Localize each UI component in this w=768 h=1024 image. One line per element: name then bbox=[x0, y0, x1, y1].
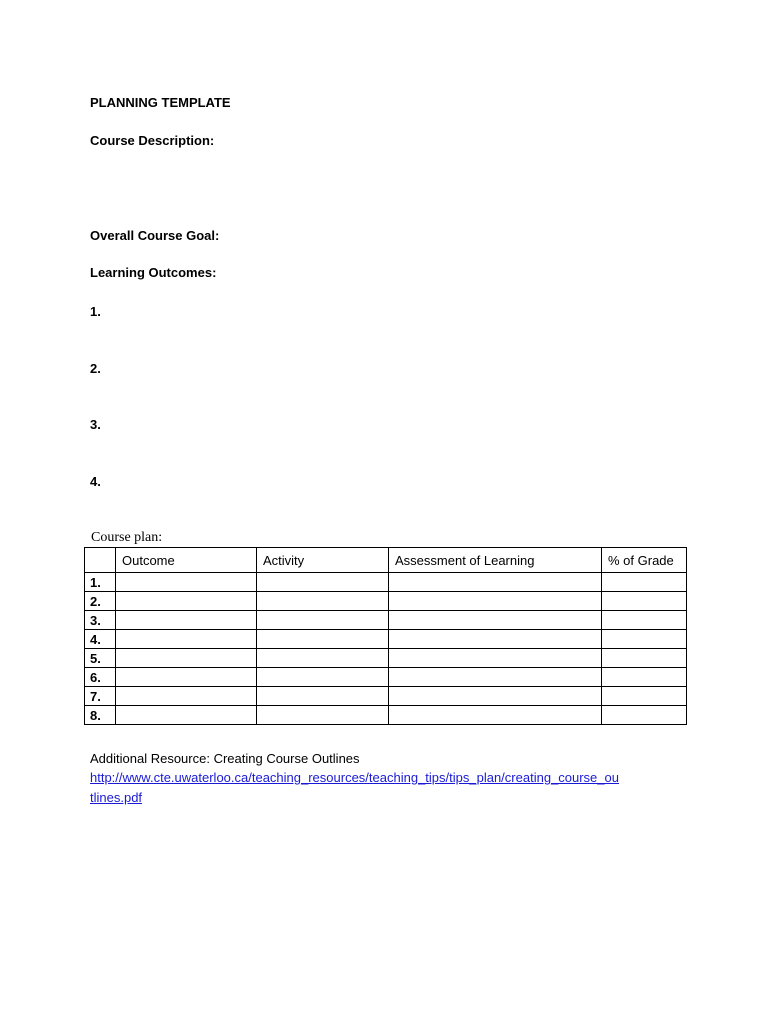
resource-link-line1[interactable]: http://www.cte.uwaterloo.ca/teaching_resources/teaching_tips/tips_plan/creating_course_ou bbox=[90, 770, 619, 785]
header-outcome: Outcome bbox=[116, 548, 257, 573]
activity-cell[interactable] bbox=[257, 630, 389, 649]
outcome-number-3: 3. bbox=[90, 417, 101, 432]
row-number: 3. bbox=[85, 611, 116, 630]
outcome-number-1: 1. bbox=[90, 304, 101, 319]
outcome-cell[interactable] bbox=[116, 611, 257, 630]
grade-cell[interactable] bbox=[602, 611, 687, 630]
header-index bbox=[85, 548, 116, 573]
grade-cell[interactable] bbox=[602, 573, 687, 592]
assessment-cell[interactable] bbox=[389, 630, 602, 649]
grade-cell[interactable] bbox=[602, 592, 687, 611]
grade-cell[interactable] bbox=[602, 706, 687, 725]
activity-cell[interactable] bbox=[257, 592, 389, 611]
table-row bbox=[85, 649, 687, 668]
table-row bbox=[85, 592, 687, 611]
row-number: 8. bbox=[85, 706, 116, 725]
grade-cell[interactable] bbox=[602, 630, 687, 649]
overall-course-goal-label: Overall Course Goal: bbox=[90, 228, 220, 243]
row-number: 2. bbox=[85, 592, 116, 611]
course-plan-table bbox=[84, 547, 687, 725]
course-description-label: Course Description: bbox=[90, 133, 215, 148]
outcome-cell[interactable] bbox=[116, 706, 257, 725]
row-number: 1. bbox=[85, 573, 116, 592]
outcome-cell[interactable] bbox=[116, 592, 257, 611]
resource-link-line2[interactable]: tlines.pdf bbox=[90, 790, 143, 805]
assessment-cell[interactable] bbox=[389, 668, 602, 687]
assessment-cell[interactable] bbox=[389, 706, 602, 725]
header-grade: % of Grade bbox=[602, 548, 687, 573]
row-number: 7. bbox=[85, 687, 116, 706]
activity-cell[interactable] bbox=[257, 649, 389, 668]
assessment-cell[interactable] bbox=[389, 611, 602, 630]
table-row bbox=[85, 630, 687, 649]
activity-cell[interactable] bbox=[257, 668, 389, 687]
header-assessment: Assessment of Learning bbox=[389, 548, 602, 573]
additional-resource-label: Additional Resource: Creating Course Outlines bbox=[90, 751, 360, 766]
row-number: 5. bbox=[85, 649, 116, 668]
table-header-row bbox=[85, 548, 687, 573]
assessment-cell[interactable] bbox=[389, 687, 602, 706]
outcome-cell[interactable] bbox=[116, 630, 257, 649]
assessment-cell[interactable] bbox=[389, 649, 602, 668]
outcome-number-2: 2. bbox=[90, 361, 101, 376]
grade-cell[interactable] bbox=[602, 687, 687, 706]
outcome-number-4: 4. bbox=[90, 474, 101, 489]
learning-outcomes-label: Learning Outcomes: bbox=[90, 265, 217, 280]
activity-cell[interactable] bbox=[257, 687, 389, 706]
outcome-cell[interactable] bbox=[116, 573, 257, 592]
table-row bbox=[85, 573, 687, 592]
header-activity: Activity bbox=[257, 548, 389, 573]
table-row bbox=[85, 611, 687, 630]
outcome-cell[interactable] bbox=[116, 687, 257, 706]
outcome-cell[interactable] bbox=[116, 649, 257, 668]
outcome-cell[interactable] bbox=[116, 668, 257, 687]
page-title: PLANNING TEMPLATE bbox=[90, 95, 231, 110]
table-row bbox=[85, 668, 687, 687]
table-row bbox=[85, 687, 687, 706]
grade-cell[interactable] bbox=[602, 668, 687, 687]
assessment-cell[interactable] bbox=[389, 573, 602, 592]
activity-cell[interactable] bbox=[257, 706, 389, 725]
activity-cell[interactable] bbox=[257, 611, 389, 630]
activity-cell[interactable] bbox=[257, 573, 389, 592]
assessment-cell[interactable] bbox=[389, 592, 602, 611]
row-number: 4. bbox=[85, 630, 116, 649]
table-row bbox=[85, 706, 687, 725]
course-plan-caption: Course plan: bbox=[91, 530, 163, 545]
row-number: 6. bbox=[85, 668, 116, 687]
grade-cell[interactable] bbox=[602, 649, 687, 668]
